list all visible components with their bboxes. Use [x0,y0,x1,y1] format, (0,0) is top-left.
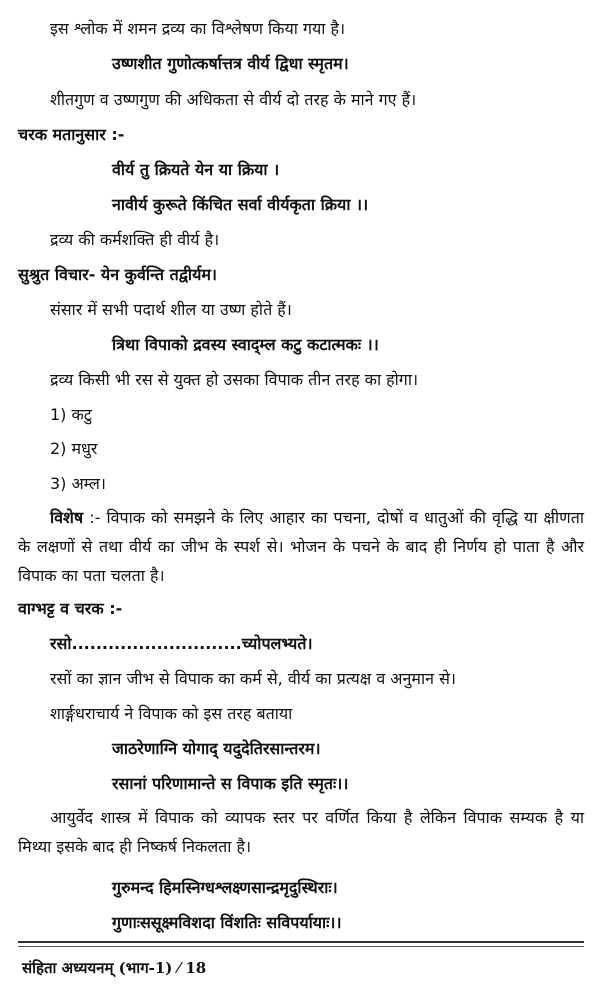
text-line: शार्ङ्गधराचार्य ने विपाक को इस तरह बताया [50,704,293,723]
verse-line: गुणाःससूक्ष्मविशदा विंशतिः सविपर्यायाः।। [112,913,342,932]
list-item: 3) अम्ल। [50,474,106,493]
section-heading: वाग्भट्ट व चरक :- [18,599,123,618]
text-line: द्रव्य की कर्मशक्ति ही वीर्य है। [50,230,220,249]
footer-divider [18,941,584,943]
paragraph-ayurveda: आयुर्वेद शास्त्र में विपाक को व्यापक स्तर पर वर्णित किया है लेकिन विपाक सम्यक है या मिथ्या इसके बाद ही निष्कर्ष निकलता है। [18,808,584,856]
text-line: इस श्लोक में शमन द्रव्य का विश्लेषण किया गया है। [50,19,346,38]
text-line: संसार में सभी पदार्थ शील या उष्ण होते हैं। [50,300,292,319]
paragraph-body: :- विपाक को समझने के लिए आहार का पचना, दोषों व धातुओं की वृद्धि या क्षीणता के लक्षणों से तथा वीर्य का जीभ के स्पर्श से। भोजन के पचने के बाद ही निर्णय हो पाता है और विपाक का पता चलता है। [18,508,584,585]
verse-line: रसो............................च्योपलभ्यते। [50,634,313,653]
verse-line: उष्णशीत गुणोत्कर्षात्तत्र वीर्य द्विधा स्मृतम। [112,54,349,73]
paragraph-vishesh [18,503,584,590]
verse-line: रसानां परिणामान्ते स विपाक इति स्मृतः।। [112,774,349,793]
text-line: रसों का ज्ञान जीभ से विपाक का कर्म से, वीर्य का प्रत्यक्ष व अनुमान से। [50,669,456,688]
verse-line: जाठरेणाग्नि योगाद् यदुदेतिरसान्तरम। [112,739,321,758]
verse-line: वीर्य तु क्रियते येन या क्रिया । [112,160,280,179]
section-heading: सुश्रुत विचार- येन कुर्वन्ति तद्वीर्यम। [18,265,217,284]
verse-line: त्रिथा विपाको द्रवस्य स्वाद्म्ल कटु कटात्मकः ।। [112,335,379,354]
section-heading: चरक मतानुसार :- [18,125,125,144]
list-item: 2) मधुर [50,439,98,458]
paragraph-label: विशेष [50,508,84,527]
text-line: शीतगुण व उष्णगुण की अधिकता से वीर्य दो तरह के माने गए हैं। [50,90,417,109]
verse-line: गुरुमन्द हिमस्निग्धश्लक्ष्णसान्द्रमृदुस्थिराः। [112,878,338,897]
page-footer: संहिता अध्ययनम् (भाग-1) ⁄ 18 [22,959,207,977]
verse-line: नावीर्य कुरूते किंचित सर्वा वीर्यकृता क्रिया ।। [112,195,369,214]
text-line: द्रव्य किसी भी रस से युक्त हो उसका विपाक तीन तरह का होगा। [50,370,419,389]
footer-divider [18,946,584,947]
list-item: 1) कटु [50,405,92,424]
